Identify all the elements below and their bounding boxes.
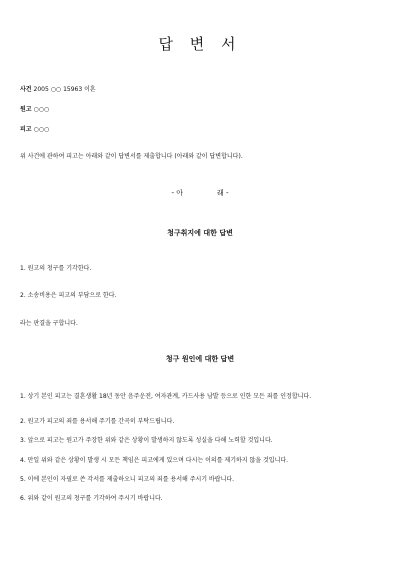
cause-item-6: 6. 위와 같이 원고의 청구를 기각하여 주시기 바랍니다. bbox=[20, 495, 163, 502]
document-title: 답 변 서 bbox=[158, 35, 242, 53]
claim-item-2: 2. 소송비용은 피고의 부담으로 한다. bbox=[20, 292, 117, 299]
cause-item-2: 2. 원고가 피고의 죄를 용서해 주기를 간곡히 부탁드립니다. bbox=[20, 418, 175, 425]
plaintiff-label: 원고 bbox=[20, 106, 32, 113]
section-marker bbox=[0, 189, 400, 198]
defendant-line bbox=[20, 126, 49, 134]
section2-heading: 청구 원인에 대한 답변 bbox=[165, 355, 235, 363]
plaintiff-line bbox=[20, 106, 49, 114]
plaintiff-value: ○○○ bbox=[33, 106, 50, 113]
section1-heading: 청구취지에 대한 답변 bbox=[167, 229, 233, 237]
cause-item-5: 5. 이에 본인이 자필로 쓴 각서를 제출하오니 피고의 죄를 용서해 주시기 바랍니다. bbox=[20, 476, 235, 483]
case-value: 2005 ○○ 15963 이혼 bbox=[33, 86, 96, 93]
claim-closing: 라는 판결을 구합니다. bbox=[20, 320, 78, 327]
marker-left: - 아 bbox=[171, 189, 183, 197]
defendant-value: ○○○ bbox=[33, 126, 50, 133]
intro-text: 위 사건에 관하여 피고는 아래와 같이 답변서를 제출합니다 (아래와 같이 답변합니다). bbox=[20, 153, 243, 160]
case-line bbox=[20, 86, 96, 94]
defendant-label: 피고 bbox=[20, 126, 32, 133]
cause-item-4: 4. 만일 위와 같은 상황이 발생 시 모든 책임은 피고에게 있으며 다시는 이의를 제기하지 않을 것입니다. bbox=[20, 457, 289, 464]
case-label: 사건 bbox=[20, 86, 32, 93]
cause-item-3: 3. 앞으로 피고는 원고가 주장한 위와 같은 상황이 발생하지 않도록 성실을 다해 노력할 것입니다. bbox=[20, 437, 273, 444]
marker-right: 래 - bbox=[217, 189, 229, 197]
claim-item-1: 1. 원고의 청구를 기각한다. bbox=[20, 265, 92, 272]
cause-item-1: 1. 상기 본인 피고는 결혼생활 18년 동안 음주운전, 여자관계, 카드사용 남발 등으로 인한 모든 죄를 인정합니다. bbox=[20, 393, 312, 400]
